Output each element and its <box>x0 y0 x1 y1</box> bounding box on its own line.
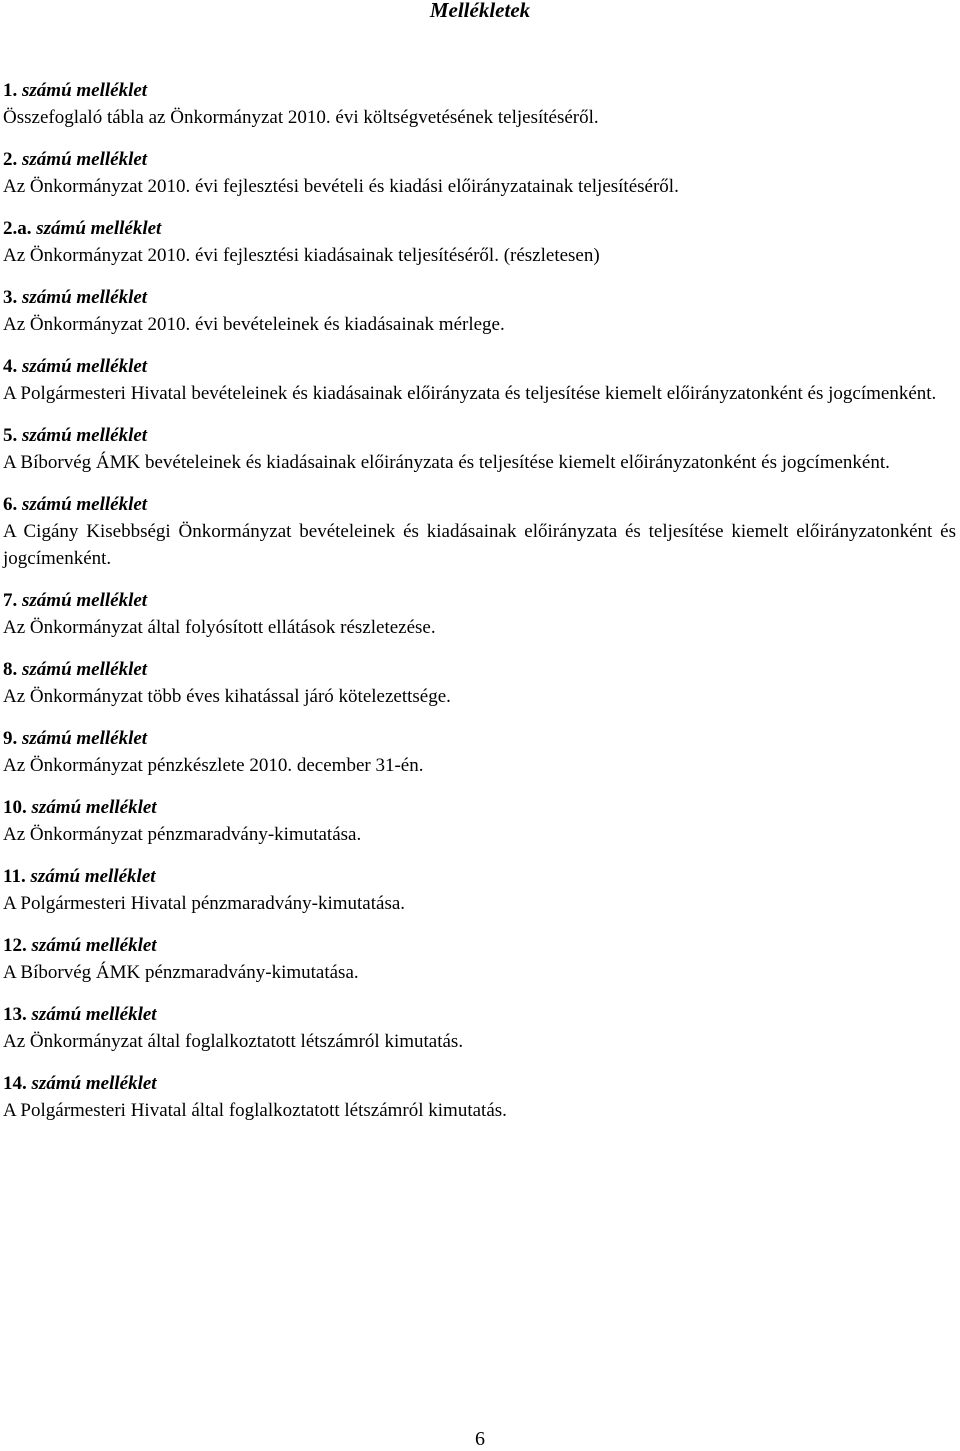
annex-number: 13. <box>3 1004 27 1025</box>
annex-item <box>3 216 956 269</box>
annex-heading <box>3 933 956 959</box>
annex-number: 2.a. <box>3 218 32 239</box>
annex-heading <box>3 492 956 518</box>
annex-heading <box>3 285 956 311</box>
annex-item <box>3 657 956 710</box>
annex-item <box>3 588 956 641</box>
annex-description: Az Önkormányzat pénzkészlete 2010. december 31-én. <box>3 755 424 776</box>
annex-description: Az Önkormányzat több éves kihatással járó kötelezettsége. <box>3 686 451 707</box>
annex-label: számú melléklet <box>22 425 148 446</box>
annex-heading <box>3 726 956 752</box>
annex-item <box>3 147 956 200</box>
annex-label: számú melléklet <box>36 218 162 239</box>
annex-description: A Cigány Kisebbségi Önkormányzat bevételeinek és kiadásainak előirányzata és teljesítése kiemelt előirányzatonként és jogcímenként. <box>3 521 956 569</box>
annex-heading <box>3 657 956 683</box>
page-number: 6 <box>475 1428 485 1450</box>
annex-description: Összefoglaló tábla az Önkormányzat 2010. évi költségvetésének teljesítéséről. <box>3 107 599 128</box>
annex-number: 5. <box>3 425 18 446</box>
annex-heading <box>3 423 956 449</box>
annex-item <box>3 726 956 779</box>
annex-heading <box>3 864 956 890</box>
annex-list <box>3 78 956 1140</box>
annex-label: számú melléklet <box>22 728 148 749</box>
annex-item <box>3 354 956 407</box>
annex-number: 6. <box>3 494 18 515</box>
annex-label: számú melléklet <box>22 659 148 680</box>
annex-label: számú melléklet <box>22 287 148 308</box>
annex-description: A Bíborvég ÁMK pénzmaradvány-kimutatása. <box>3 962 359 983</box>
annex-label: számú melléklet <box>22 149 148 170</box>
annex-number: 9. <box>3 728 18 749</box>
annex-item <box>3 795 956 848</box>
annex-label: számú melléklet <box>31 1073 157 1094</box>
annex-heading <box>3 147 956 173</box>
annex-heading <box>3 1002 956 1028</box>
annex-heading <box>3 795 956 821</box>
annex-heading <box>3 354 956 380</box>
annex-item <box>3 864 956 917</box>
annex-description: Az Önkormányzat által foglalkoztatott létszámról kimutatás. <box>3 1031 464 1052</box>
annex-heading <box>3 1071 956 1097</box>
annex-heading <box>3 588 956 614</box>
annex-description: A Polgármesteri Hivatal bevételeinek és kiadásainak előirányzata és teljesítése kiemelt előirányzatonként és jogcímenként. <box>3 383 937 404</box>
annex-description: Az Önkormányzat 2010. évi fejlesztési bevételi és kiadási előirányzatainak teljesítéséről. <box>3 176 679 197</box>
annex-item <box>3 285 956 338</box>
annex-item <box>3 933 956 986</box>
annex-number: 14. <box>3 1073 27 1094</box>
annex-number: 10. <box>3 797 27 818</box>
annex-item <box>3 78 956 131</box>
annex-number: 3. <box>3 287 18 308</box>
annex-number: 1. <box>3 80 18 101</box>
annex-item <box>3 1071 956 1124</box>
annex-label: számú melléklet <box>22 356 148 377</box>
annex-label: számú melléklet <box>22 494 148 515</box>
annex-label: számú melléklet <box>31 1004 157 1025</box>
annex-label: számú melléklet <box>31 797 157 818</box>
annex-number: 4. <box>3 356 18 377</box>
annex-heading <box>3 78 956 104</box>
annex-description: Az Önkormányzat 2010. évi fejlesztési kiadásainak teljesítéséről. (részletesen) <box>3 245 600 266</box>
annex-number: 8. <box>3 659 18 680</box>
annex-description: A Polgármesteri Hivatal által foglalkoztatott létszámról kimutatás. <box>3 1100 507 1121</box>
annex-description: A Polgármesteri Hivatal pénzmaradvány-kimutatása. <box>3 893 406 914</box>
annex-number: 2. <box>3 149 18 170</box>
annex-item <box>3 492 956 572</box>
annex-label: számú melléklet <box>31 935 157 956</box>
annex-label: számú melléklet <box>22 590 148 611</box>
annex-label: számú melléklet <box>22 80 148 101</box>
annex-number: 12. <box>3 935 27 956</box>
page-title: Mellékletek <box>429 0 531 22</box>
annex-number: 11. <box>3 866 26 887</box>
annex-description: A Bíborvég ÁMK bevételeinek és kiadásainak előirányzata és teljesítése kiemelt előirányzatonként és jogcímenként. <box>3 452 890 473</box>
annex-number: 7. <box>3 590 18 611</box>
annex-description: Az Önkormányzat által folyósított ellátások részletezése. <box>3 617 436 638</box>
annex-label: számú melléklet <box>30 866 156 887</box>
annex-description: Az Önkormányzat pénzmaradvány-kimutatása. <box>3 824 362 845</box>
annex-description: Az Önkormányzat 2010. évi bevételeinek és kiadásainak mérlege. <box>3 314 505 335</box>
annex-heading <box>3 216 956 242</box>
annex-item <box>3 1002 956 1055</box>
annex-item <box>3 423 956 476</box>
